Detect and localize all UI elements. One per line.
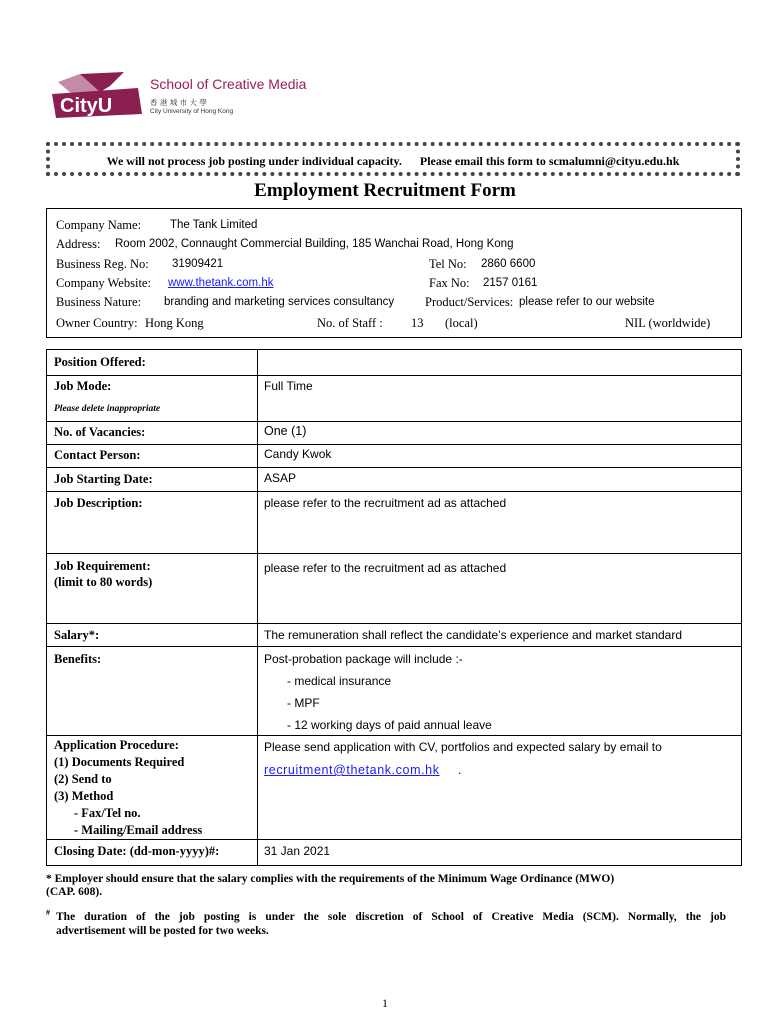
- row-divider: [47, 444, 741, 445]
- website-link[interactable]: www.thetank.com.hk: [168, 277, 274, 289]
- form-title: Employment Recruitment Form: [254, 180, 516, 201]
- chinese-name: 香 港 城 市 大 學: [150, 98, 207, 107]
- duration-footnote-line2: advertisement will be posted for two weeks.: [56, 925, 269, 937]
- position-table: [46, 349, 742, 866]
- fax-label: Fax No:: [429, 276, 470, 290]
- business-reg-label: Business Reg. No:: [56, 257, 149, 271]
- page-number: 1: [382, 996, 388, 1010]
- cityu-logo-mark: [50, 72, 146, 120]
- owner-country-label: Owner Country:: [56, 316, 138, 330]
- row-divider: [47, 735, 741, 736]
- row-divider: [47, 839, 741, 840]
- row-divider: [47, 553, 741, 554]
- contact-person-label: Contact Person:: [54, 448, 141, 462]
- logo-text: CityU: [60, 95, 113, 117]
- row-divider: [47, 646, 741, 647]
- hash-mark: #: [46, 908, 50, 917]
- notice-box: [46, 142, 740, 176]
- products-label: Product/Services:: [425, 295, 514, 309]
- closing-date-label: Closing Date: (dd-mon-yyyy)#:: [54, 844, 220, 858]
- address-label: Address:: [56, 237, 101, 251]
- start-date-label: Job Starting Date:: [54, 472, 153, 486]
- notice-part1: We will not process job posting under individual capacity.: [106, 154, 402, 168]
- salary-value: The remuneration shall reflect the candidate’s experience and market standard: [264, 628, 683, 642]
- job-description-value: please refer to the recruitment ad as attached: [264, 496, 507, 510]
- delete-note: Please delete inappropriate: [54, 404, 161, 414]
- benefits-label: Benefits:: [54, 652, 102, 666]
- job-description-label: Job Description:: [54, 496, 143, 510]
- staff-value: 13: [411, 316, 424, 330]
- application-step: (2) Send to: [54, 772, 112, 786]
- benefit-item: - medical insurance: [287, 674, 392, 688]
- job-mode-value: Full Time: [264, 379, 313, 393]
- company-name-label: Company Name:: [56, 218, 142, 232]
- notice-text: [50, 154, 736, 169]
- staff-worldwide-label: NIL (worldwide): [625, 316, 711, 330]
- contact-person-value: Candy Kwok: [264, 447, 332, 461]
- row-divider: [47, 375, 741, 376]
- salary-label: Salary*:: [54, 628, 100, 642]
- products-value: please refer to our website: [519, 296, 655, 308]
- application-step: (3) Method: [54, 789, 114, 803]
- row-divider: [47, 623, 741, 624]
- owner-country-value: Hong Kong: [145, 316, 204, 330]
- closing-date-value: 31 Jan 2021: [264, 844, 331, 858]
- vacancies-value: One (1): [264, 424, 307, 438]
- application-method: - Mailing/Email address: [74, 823, 203, 837]
- tel-label: Tel No:: [429, 257, 467, 271]
- salary-footnote-line1: * Employer should ensure that the salary complies with the requirements of the Minimum Wage Ordinance (MWO): [46, 873, 615, 885]
- duration-footnote-line1: The duration of the job posting is under the sole discretion of School of Creative Media (SCM). Normally, the job: [56, 911, 726, 923]
- row-divider: [47, 491, 741, 492]
- school-name: School of Creative Media: [150, 76, 307, 92]
- benefit-item: - MPF: [287, 696, 320, 710]
- business-reg-value: 31909421: [172, 258, 224, 270]
- notice-part2: Please email this form to scmalumni@cityu.edu.hk: [419, 154, 680, 168]
- application-method: - Fax/Tel no.: [74, 806, 141, 820]
- vacancies-label: No. of Vacancies:: [54, 425, 146, 439]
- company-info-box: [46, 208, 742, 338]
- application-email-link[interactable]: recruitment@thetank.com.hk: [264, 763, 440, 777]
- job-mode-label: Job Mode:: [54, 379, 112, 393]
- fax-value: 2157 0161: [483, 277, 538, 289]
- application-procedure-label: Application Procedure:: [54, 738, 179, 752]
- start-date-value: ASAP: [264, 471, 297, 485]
- company-name-value: The Tank Limited: [170, 219, 258, 231]
- salary-footnote-line2: (CAP. 608).: [46, 886, 103, 898]
- address-value: Room 2002, Connaught Commercial Building, 185 Wanchai Road, Hong Kong: [115, 238, 514, 250]
- business-nature-value: branding and marketing services consultancy: [164, 296, 395, 308]
- benefits-intro: Post-probation package will include :-: [264, 652, 463, 666]
- column-divider: [257, 350, 258, 865]
- job-requirement-limit: (limit to 80 words): [54, 575, 153, 589]
- position-offered-label: Position Offered:: [54, 355, 146, 369]
- application-value: Please send application with CV, portfolios and expected salary by email to: [264, 740, 662, 754]
- tel-value: 2860 6600: [481, 258, 536, 270]
- application-email-suffix: .: [458, 763, 462, 777]
- staff-label: No. of Staff :: [317, 316, 383, 330]
- benefit-item: - 12 working days of paid annual leave: [287, 718, 492, 732]
- application-step: (1) Documents Required: [54, 755, 185, 769]
- staff-local-label: (local): [445, 316, 478, 330]
- cityu-logo: [50, 66, 310, 126]
- row-divider: [47, 421, 741, 422]
- website-label: Company Website:: [56, 276, 151, 290]
- job-requirement-value: please refer to the recruitment ad as attached: [264, 561, 507, 575]
- row-divider: [47, 467, 741, 468]
- university-name: City University of Hong Kong: [150, 108, 234, 115]
- job-requirement-label: Job Requirement:: [54, 559, 151, 573]
- business-nature-label: Business Nature:: [56, 295, 142, 309]
